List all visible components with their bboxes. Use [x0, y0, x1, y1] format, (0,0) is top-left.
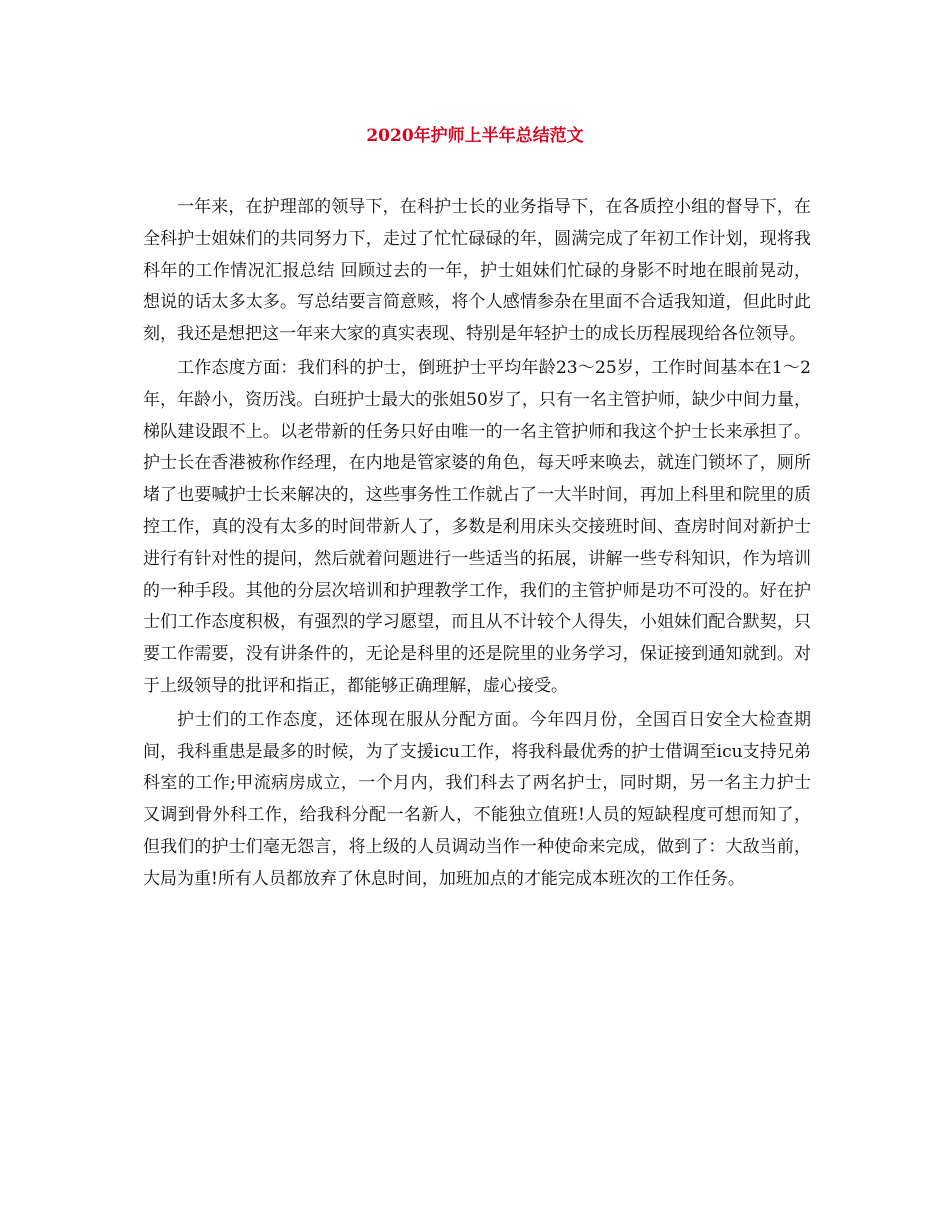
- paragraph-intro: 一年来，在护理部的领导下，在科护士长的业务指导下，在各质控小组的督导下，在全科护士姐妹们的共同努力下，走过了忙忙碌碌的年，圆满完成了年初工作计划，现将我科年的工作情况汇报总结 回顾过去的一年，护士姐妹们忙碌的身影不时地在眼前晃动，想说的话太多太多。写总结要言简意赅，将个人感情参杂在里面不合适我知道，但此时此刻，我还是想把这一年来大家的真实表现、特别是年轻护士的成长历程展现给各位领导。: [143, 197, 811, 345]
- paragraph-obey-assignment: 护士们的工作态度，还体现在服从分配方面。今年四月份，全国百日安全大检查期间，我科重患是最多的时候，为了支援icu工作，将我科最优秀的护士借调至icu支持兄弟科室的工作;甲流病房成立，一个月内，我们科去了两名护士，同时期，另一名主力护士又调到骨外科工作，给我科分配一名新人，不能独立值班!人员的短缺程度可想而知了，但我们的护士们毫无怨言，将上级的人员调动当作一种使命来完成，做到了：大敌当前，大局为重!所有人员都放弃了休息时间，加班加点的才能完成本班次的工作任务。: [143, 709, 811, 889]
- paragraph-work-attitude: 工作态度方面：我们科的护士，倒班护士平均年龄23～25岁，工作时间基本在1～2年，年龄小，资历浅。白班护士最大的张姐50岁了，只有一名主管护师，缺少中间力量，梯队建设跟不上。以老带新的任务只好由唯一的一名主管护师和我这个护士长来承担了。护士长在香港被称作经理，在内地是管家婆的角色，每天呼来唤去，就连门锁坏了，厕所堵了也要喊护士长来解决的，这些事务性工作就占了一大半时间，再加上科里和院里的质控工作，真的没有太多的时间带新人了，多数是利用床头交接班时间、查房时间对新护士进行有针对性的提问，然后就着问题进行一些适当的拓展，讲解一些专科知识，作为培训的一种手段。其他的分层次培训和护理教学工作，我们的主管护师是功不可没的。好在护士们工作态度积极，有强烈的学习愿望，而且从不计较个人得失，小姐妹们配合默契，只要工作需要，没有讲条件的，无论是科里的还是院里的业务学习，保证接到通知就到。对于上级领导的批评和指正，都能够正确理解，虚心接受。: [143, 357, 811, 696]
- document-body: [143, 192, 811, 898]
- document-title: 2020年护师上半年总结范文: [366, 126, 584, 146]
